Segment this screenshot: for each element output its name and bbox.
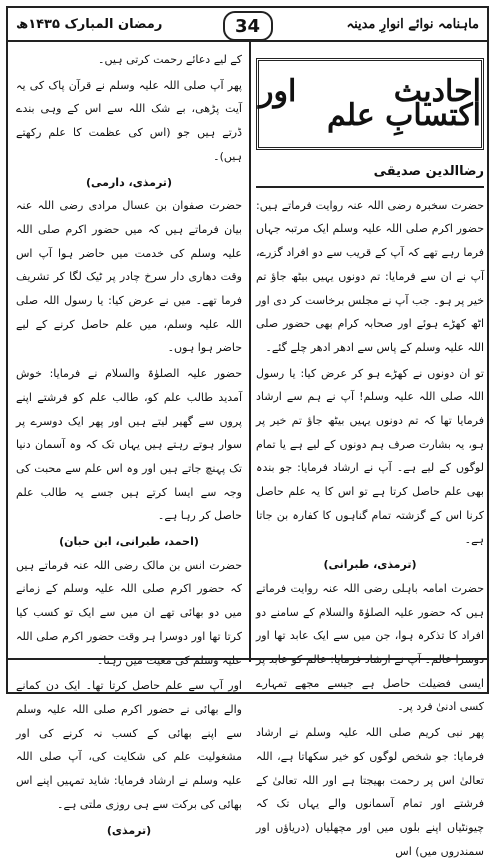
right-column — [256, 48, 484, 858]
magazine-page — [6, 6, 489, 858]
hadith-reference: (ترمذی، طبرانی) — [323, 558, 417, 572]
hadith-reference: (احمد، طبرانی، ابن حبان) — [59, 535, 199, 549]
paragraph: پھر نبی کریم صلی اللہ علیہ وسلم نے ارشاد فرمایا: جو شخص لوگوں کو خیر سکھاتا ہے، اللہ تعالیٰ اس پر رحمت بھیجتا ہے اور اللہ تعالیٰ کے فرشتے اور تمام آسمانوں والے یہاں تک کہ چیونٹیاں اپنے بلوں میں اور مچھلیاں (دریاؤں اور سمندروں میں) اس — [256, 726, 484, 858]
paragraph: حضرت امامہ باہلی رضی اللہ عنہ روایت فرماتے ہیں کہ حضور علیہ الصلوٰۃ والسلام کے سامنے دو افراد کا تذکرہ ہوا، جن میں سے ایک عابد تھا اور دوسرا عالم۔ آپ نے ارشاد فرمایا: عالم کو عابد پر ایسی فضیلت حاصل ہے جیسے مجھے تمہارے کسی ادنیٰ فرد پر۔ — [256, 581, 484, 714]
hadith-reference: (ترمذی) — [106, 823, 152, 837]
left-column — [16, 48, 242, 837]
paragraph: تو ان دونوں نے کھڑے ہو کر عرض کیا: یا رسول اللہ صلی اللہ علیہ وسلم! آپ نے ہم سے ارشاد فرمایا تھا کہ تم دونوں یہیں بیٹھ جاؤ تم خیر پر ہو، یہ بشارت صرف ہم دونوں کے لیے ہے یا تمام لوگوں کے لیے ہے۔ آپ نے ارشاد فرمایا: جو بندہ بھی علم حاصل کرتا ہے تو اس کا یہ علم حاصل کرنا اس کے گزشتہ تمام گناہوں کا کفارہ بن جاتا ہے۔ — [256, 366, 484, 546]
magazine-name: ماہنامہ نوائے انوارِ مدینہ — [346, 16, 479, 32]
paragraph: کے لیے دعائے رحمت کرتی ہیں۔ — [98, 53, 242, 66]
column-divider — [249, 42, 251, 662]
article-author: رضاالدین صدیقی — [256, 160, 484, 188]
paragraph: اور آپ سے علم حاصل کرتا تھا۔ ایک دن کمانے والے بھائی نے حضور اکرم صلی اللہ علیہ وسلم سے اپنے بھائی کے کسب نہ کرنے کی اور مشغولیت علم کی شکایت کی، آپ صلی اللہ علیہ وسلم نے ارشاد فرمایا: شاید تمہیں اپنے اس بھائی کی برکت سے ہی روزی ملتی ہے۔ — [16, 679, 242, 811]
page-number: 34 — [223, 11, 273, 41]
paragraph: حضرت سخبرہ رضی اللہ عنہ روایت فرماتے ہیں: حضور اکرم صلی اللہ علیہ وسلم ایک مرتبہ جہاں فرما رہے تھے کہ آپ کے قریب سے دو افراد گزرے، آپ نے ان سے فرمایا: تم دونوں یہیں بیٹھ جاؤ تم خیر پر ہو۔ جب آپ نے مجلس برخاست کر دی اور اٹھ کھڑے ہوئے اور صحابہ کرام بھی حضور صلی اللہ علیہ وسلم کے پاس سے ادھر ادھر چلے گئے۔ — [256, 198, 484, 354]
paragraph: حضرت صفوان بن عسال مرادی رضی اللہ عنہ بیان فرماتے ہیں کہ میں حضور اکرم صلی اللہ علیہ وسلم کی خدمت میں حاضر ہوا آپ اس وقت دھاری دار سرخ چادر پر ٹیک لگا کر تشریف فرما تھے۔ میں نے عرض کیا: یا رسول اللہ صلی اللہ علیہ وسلم، میں علم حاصل کرنے کے لیے حاضر ہوا ہوں۔ — [16, 199, 242, 355]
paragraph: حضرت انس بن مالک رضی اللہ عنہ فرماتے ہیں کہ حضور اکرم صلی اللہ علیہ وسلم کے زمانے میں دو بھائی تھے ان میں سے ایک تو کسب کیا کرتا تھا اور دوسرا ہر وقت حضور اکرم صلی اللہ علیہ وسلم کی معیت میں رہتا۔ — [16, 558, 242, 667]
page-footer — [8, 658, 487, 692]
issue-date: رمضان المبارک ۱۴۳۵ھ — [16, 16, 163, 32]
hadith-reference: (ترمذی، دارمی) — [86, 175, 172, 189]
paragraph: پھر آپ صلی اللہ علیہ وسلم نے قرآن پاک کی یہ آیت پڑھی، بے شک اللہ سے اس کے وہی بندے ڈرتے ہیں جو (اس کی عظمت کا علم رکھتے ہیں)۔ — [16, 78, 242, 163]
paragraph: حضور علیہ الصلوٰۃ والسلام نے فرمایا: خوش آمدید طالب علم کو، طالب علم کو فرشتے اپنے پروں سے گھیر لیتے ہیں اور پھر ایک دوسرے پر سوار ہوتے رہتے ہیں یہاں تک کہ وہ آسمان دنیا تک پہنچ جاتے ہیں اور وہ اس علم سے محبت کی وجہ سے ایسا کرتے ہیں جسے یہ طالب علم حاصل کر رہا ہے۔ — [16, 367, 242, 523]
article-title: احادیث اور اکتسابِ علم — [256, 58, 484, 150]
